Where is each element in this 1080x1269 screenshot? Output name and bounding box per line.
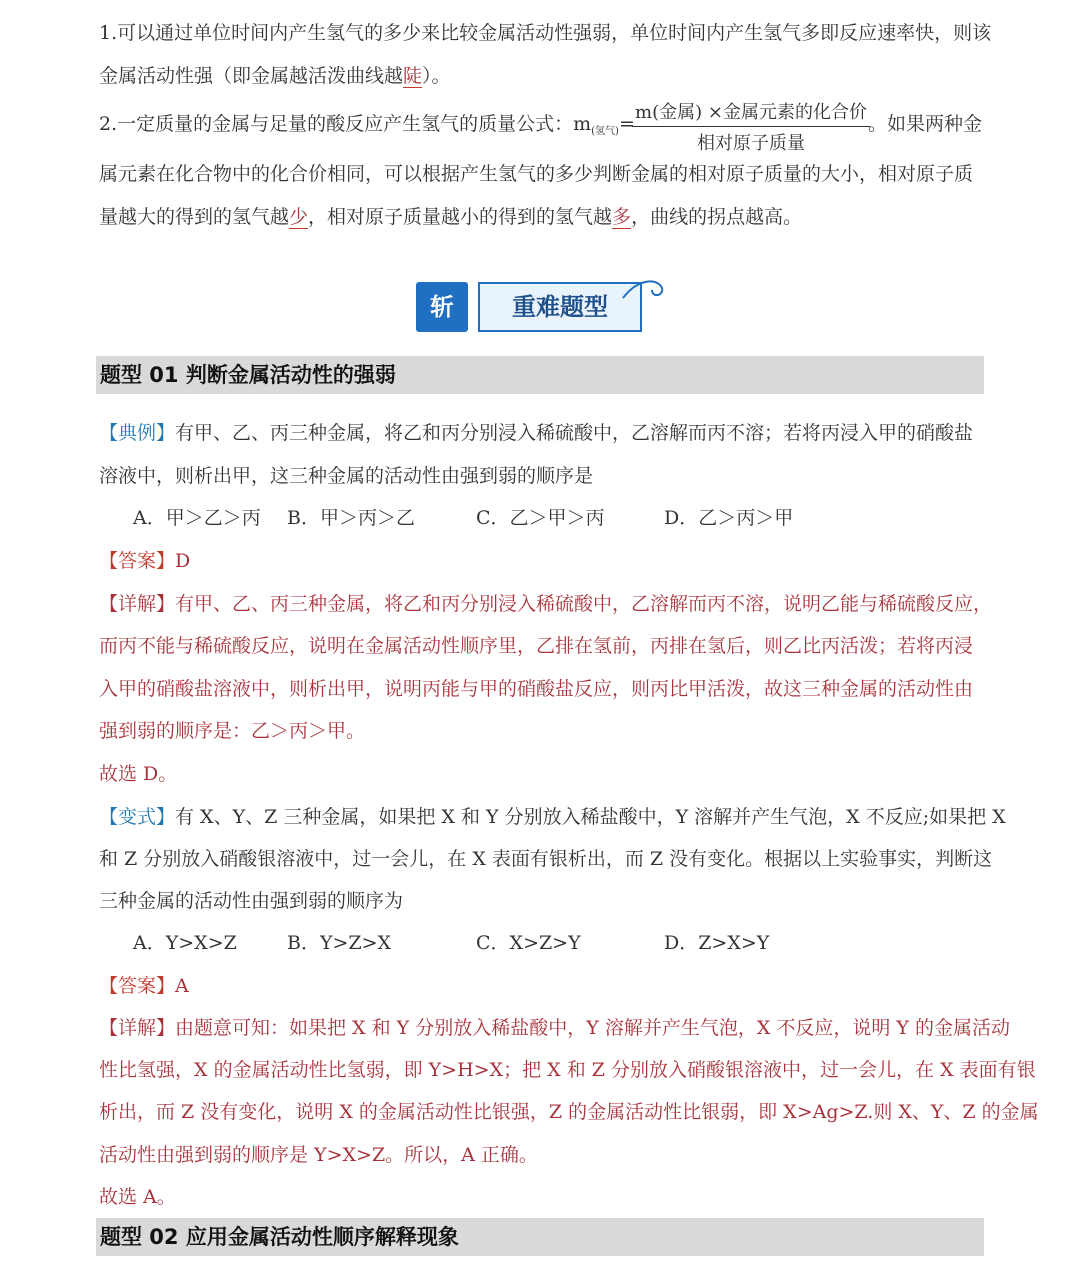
option-d: D．乙＞丙＞甲 [664, 507, 794, 529]
answer-value: D [175, 550, 191, 572]
answer2-line [99, 975, 189, 997]
option2-a: A．Y>X>Z [133, 932, 237, 954]
example-line1 [99, 422, 973, 444]
intro-p2-line1-end: 。如果两种金 [868, 113, 983, 135]
detail2-text1: 由题意可知：如果把 X 和 Y 分别放入稀盐酸中，Y 溶解并产生气泡，X 不反应，说明 Y 的金属活动 [175, 1017, 1011, 1039]
variant-tag: 【变式】 [99, 806, 176, 828]
intro-p2-line3 [99, 206, 802, 228]
option2-b: B．Y>Z>X [287, 932, 392, 954]
intro-p1-end: ）。 [422, 65, 451, 87]
formula-lead: 2.一定质量的金属与足量的酸反应产生氢气的质量公式：m [99, 113, 592, 135]
variant-line1 [99, 806, 1006, 828]
section-heading-type02: 题型 02 应用金属活动性顺序解释现象 [96, 1218, 984, 1256]
intro-p1-line2 [99, 65, 451, 87]
answer-line [99, 550, 190, 572]
example-tag: 【典例】 [99, 422, 176, 444]
answer-tag: 【答案】 [99, 550, 176, 572]
detail-conclusion: 故选 D。 [99, 763, 178, 785]
variant-line3: 三种金属的活动性由强到弱的顺序为 [99, 890, 404, 912]
intro-p2-text-c: ，曲线的拐点越高。 [631, 206, 803, 228]
option2-c: C．X>Z>Y [476, 932, 581, 954]
option-c: C．乙＞甲＞丙 [476, 507, 605, 529]
detail2-tag: 【详解】 [99, 1017, 176, 1039]
intro-p2-text-a: 量越大的得到的氢气越 [99, 206, 290, 228]
detail2-conclusion: 故选 A。 [99, 1186, 176, 1208]
emphasis-less: 少 [289, 206, 309, 228]
answer2-tag: 【答案】 [99, 975, 176, 997]
formula-equals: = [618, 113, 635, 135]
intro-p2-line1 [99, 113, 635, 143]
detail-line3: 入甲的硝酸盐溶液中，则析出甲，说明丙能与甲的硝酸盐反应，则丙比甲活泼，故这三种金属的活动性由 [99, 678, 974, 700]
detail-text1: 有甲、乙、丙三种金属，将乙和丙分别浸入稀硫酸中，乙溶解而丙不溶，说明乙能与稀硫酸反应， [175, 593, 993, 615]
intro-p2-line2: 属元素在化合物中的化合价相同，可以根据产生氢气的多少判断金属的相对原子质量的大小，相对原子质 [99, 163, 974, 185]
option-b: B．甲＞丙＞乙 [287, 507, 415, 529]
example-line2: 溶液中，则析出甲，这三种金属的活动性由强到弱的顺序是 [99, 465, 594, 487]
banner-icon: 斩 [416, 282, 468, 332]
intro-p1-line1: 1.可以通过单位时间内产生氢气的多少来比较金属活动性强弱，单位时间内产生氢气多即反应速率快，则该 [99, 22, 992, 44]
variant-text1: 有 X、Y、Z 三种金属，如果把 X 和 Y 分别放入稀盐酸中，Y 溶解并产生气泡，X 不反应;如果把 X [175, 806, 1006, 828]
formula-fraction [632, 98, 870, 155]
detail2-line4: 活动性由强到弱的顺序是 Y>X>Z。所以，A 正确。 [99, 1144, 538, 1166]
detail2-line3: 析出，而 Z 没有变化，说明 X 的金属活动性比银强，Z 的金属活动性比银弱，即 X>Ag>Z.则 X、Y、Z 的金属 [99, 1101, 1039, 1123]
detail-line1 [99, 593, 992, 615]
intro-p1-text: 金属活动性强（即金属越活泼曲线越 [99, 65, 404, 87]
answer2-value: A [175, 975, 189, 997]
formula-subscript: (氢气) [591, 126, 619, 137]
detail2-line1 [99, 1017, 1010, 1039]
emphasis-steep: 陡 [403, 65, 423, 87]
formula-numerator: m(金属) ×金属元素的化合价 [632, 98, 870, 127]
detail2-line2: 性比氢强，X 的金属活动性比氢弱，即 Y>H>X；把 X 和 Z 分别放入硝酸银溶液中，过一会儿，在 X 表面有银 [99, 1059, 1036, 1081]
variant-line2: 和 Z 分别放入硝酸银溶液中，过一会儿，在 X 表面有银析出，而 Z 没有变化。根据以上实验事实，判断这 [99, 848, 993, 870]
banner-label: 重难题型 [478, 282, 642, 332]
intro-p2-text-b: ，相对原子质量越小的得到的氢气越 [308, 206, 613, 228]
example-text1: 有甲、乙、丙三种金属，将乙和丙分别浸入稀硫酸中，乙溶解而丙不溶；若将丙浸入甲的硝酸盐 [175, 422, 974, 444]
emphasis-more: 多 [612, 206, 632, 228]
formula-denominator: 相对原子质量 [697, 133, 805, 154]
section-heading-type01: 题型 01 判断金属活动性的强弱 [96, 356, 984, 394]
option-a: A．甲＞乙＞丙 [133, 507, 261, 529]
detail-tag: 【详解】 [99, 593, 176, 615]
detail-line2: 而丙不能与稀硫酸反应，说明在金属活动性顺序里，乙排在氢前，丙排在氢后，则乙比丙活泼；若将丙浸 [99, 635, 974, 657]
banner-swirl-icon [618, 276, 668, 306]
detail-line4: 强到弱的顺序是：乙＞丙＞甲。 [99, 720, 366, 742]
option2-d: D．Z>X>Y [664, 932, 770, 954]
